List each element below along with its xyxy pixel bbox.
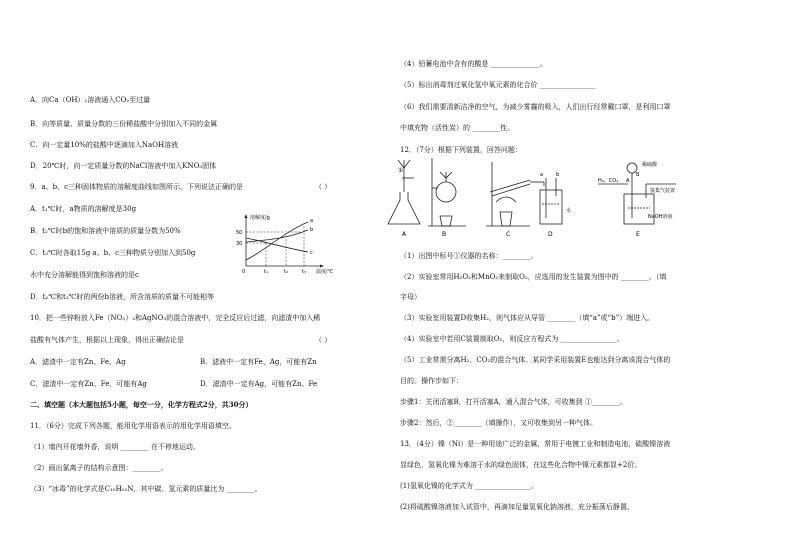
q12-part-2-line1: （2）实验室常用H₂O₂和MnO₂来制取O₂，应选用的发生装置为图中的 ________。（填	[400, 273, 667, 281]
step-2: 步骤2：然后，②________（填操作），又可收集到另一种气体。	[400, 419, 597, 427]
q10-option-a: A．滤渣中一定有Zn、Fe、Ag	[30, 358, 126, 366]
lab-apparatus-figure	[380, 152, 700, 242]
question-9-answer-paren: （ ）	[315, 183, 332, 191]
apparatus-mark-1: ①	[398, 167, 404, 174]
graph-xlabel: 温度/℃	[316, 269, 334, 275]
section-2-heading: 二、填空题（本大题包括5小题，每空一分，化学方程式2分，共30分）	[30, 400, 253, 409]
graph-ylabel: 溶解度/g	[250, 215, 270, 221]
q10-option-b: B．滤液中一定有Fe、Ag，可能有Zn	[200, 358, 317, 366]
apparatus-d	[540, 178, 562, 224]
q10-option-c: C．滤渣中一定有Zn、Fe，可能有Ag	[30, 380, 147, 388]
question-13-part-1: (1)氢氧化镍的化学式为 ________________。	[400, 482, 539, 490]
option-a: A．向Ca（OH）₂溶液通入CO₂至过量	[30, 96, 151, 104]
graph-y30: 30	[236, 241, 243, 247]
q11-part-2: （2）画出氯离子的结构示意图：________。	[30, 464, 168, 472]
apparatus-label-e: E	[636, 231, 640, 238]
q9-option-a: A．t₁℃时，a物质的溶解度是30g	[30, 205, 137, 213]
q9-option-b: B．t₂℃时b的饱和溶液中溶质的质量分数为50%	[30, 227, 181, 235]
q12-part-5-line1: （5）工业常需分离H₂、CO₂的混合气体。某同学采用装置E也能达到分离该混合气体的	[400, 356, 671, 364]
graph-t1: t₁	[264, 269, 268, 275]
question-13-line2: 显绿色，氢氧化镍为难溶于水的绿色固体，在这些化合物中镍元素都显+2价。	[400, 461, 642, 469]
graph-t3: t₃	[302, 269, 306, 275]
curve-label-a: a	[310, 218, 314, 224]
apparatus-e-collect: 接集气装置	[650, 188, 676, 194]
x-axis-arrow	[320, 265, 324, 268]
apparatus-label-c: C	[506, 231, 511, 238]
q11-part-4: （4）铅蓄电池中含有的酸是 ______________。	[400, 60, 547, 68]
q9-option-c-line1: C．t₃℃时各取15g a、b、c三种物质分别加入到50g	[30, 249, 196, 257]
apparatus-label-a: A	[402, 231, 407, 238]
question-10-line2: 盐酸有气体产生，根据以上现象，得出正确结论是	[30, 336, 184, 344]
apparatus-d-a: a	[540, 172, 544, 178]
question-12: 12．（7分）根据下列装置，回答问题：	[400, 146, 522, 154]
graph-y50: 50	[236, 230, 243, 236]
apparatus-d-water: 水	[566, 208, 572, 214]
apparatus-c	[486, 162, 544, 226]
apparatus-e-valve-a: A	[626, 178, 630, 184]
apparatus-a	[388, 160, 420, 224]
question-10-line1: 10．把一些锌粉放入Fe（NO₃）₂和AgNO₃的混合溶液中，完全反应后过滤，向滤渣中加入稀	[30, 314, 321, 322]
q11-part-6-line1: （6）我们需要清新洁净的空气，为减少雾霾的吸入，人们出行经常戴口罩，是利用口罩	[400, 103, 671, 111]
curve-label-b: b	[310, 227, 314, 233]
q12-part-3: （3）实验室用装置D收集H₂，则气体应从导管 ________（填“a”或“b”）端进入。	[400, 314, 655, 322]
apparatus-e-acid: 稀硫酸	[642, 162, 658, 168]
q10-option-d: D．滤渣中一定有Ag，可能有Zn、Fe	[200, 380, 318, 388]
question-9: 9．a、b、c三种固体物质的溶解度曲线如图所示。下列说法正确的是	[30, 183, 244, 191]
q11-part-3: （3）“冰毒”的化学式是C₁₀H₁₅N，其中碳、氢元素的质量比为 ________。	[30, 485, 262, 493]
y-axis-arrow	[245, 214, 248, 218]
question-11: 11．（6分）完成下列各题，能用化学用语表示的用化学用语填空。	[30, 422, 236, 430]
q12-part-4: （4）实验室中若用C装置制取O₂，则反应方程式为 ________________。	[400, 335, 624, 343]
question-10-answer-paren: （ ）	[315, 336, 332, 344]
curve-label-c: c	[310, 250, 313, 256]
option-d: D．20℃时，向一定质量分数的NaCl溶液中加入KNO₃固体	[30, 162, 217, 170]
option-c: C．向一定量10%的盐酸中逐滴加入NaOH溶液	[30, 141, 179, 149]
step-1: 步骤1：关闭活塞B，打开活塞A，通入混合气体，可收集到 ①________。	[400, 398, 627, 406]
q12-part-2-line2: 字母）	[400, 293, 421, 301]
apparatus-d-b: b	[556, 172, 560, 178]
q12-part-1: （1）出图中标号①仪器的名称：________。	[400, 252, 538, 260]
q12-part-5-line2: 目的。操作步如下：	[400, 377, 463, 385]
q11-part-1: （1）墙内开花墙外香，说明 ________ 在不停地运动。	[30, 443, 200, 451]
apparatus-e-naoh: NaOH溶液	[648, 214, 673, 220]
apparatus-label-d: D	[548, 231, 553, 238]
graph-t2: t₂	[284, 269, 288, 275]
apparatus-e-gas-in: H₂、CO₂	[598, 178, 619, 184]
graph-origin: 0	[242, 269, 246, 275]
apparatus-b	[428, 158, 466, 226]
solubility-curve-graph	[232, 212, 354, 276]
q11-part-6-line2: 中填充物（活性炭）的 ________性。	[400, 124, 515, 132]
q9-option-c-line2: 水中充分溶解能得到饱和溶液的是c	[30, 271, 139, 279]
q11-part-5: （5）标出消毒剂过氧化氢中氧元素的化合价 ________________	[400, 81, 596, 89]
question-13-part-2: (2)将硫酸镍溶液加入试管中，再滴加足量氢氧化钠溶液，充分振荡后静置。	[400, 503, 634, 511]
option-b: B．向等质量、质量分数的三份稀盐酸中分别加入不同的金属	[30, 120, 218, 128]
q9-option-d: D．t₂℃和t₃℃时的两份b溶液，所含溶质的质量不可能相等	[30, 293, 214, 301]
apparatus-e-valve-b: B	[636, 172, 640, 178]
question-13-line1: 13．（4分）镍（Ni）是一种用途广泛的金属，常用于电镀工业和制造电池，硫酸镍溶液	[400, 440, 671, 448]
apparatus-label-b: B	[442, 231, 447, 238]
